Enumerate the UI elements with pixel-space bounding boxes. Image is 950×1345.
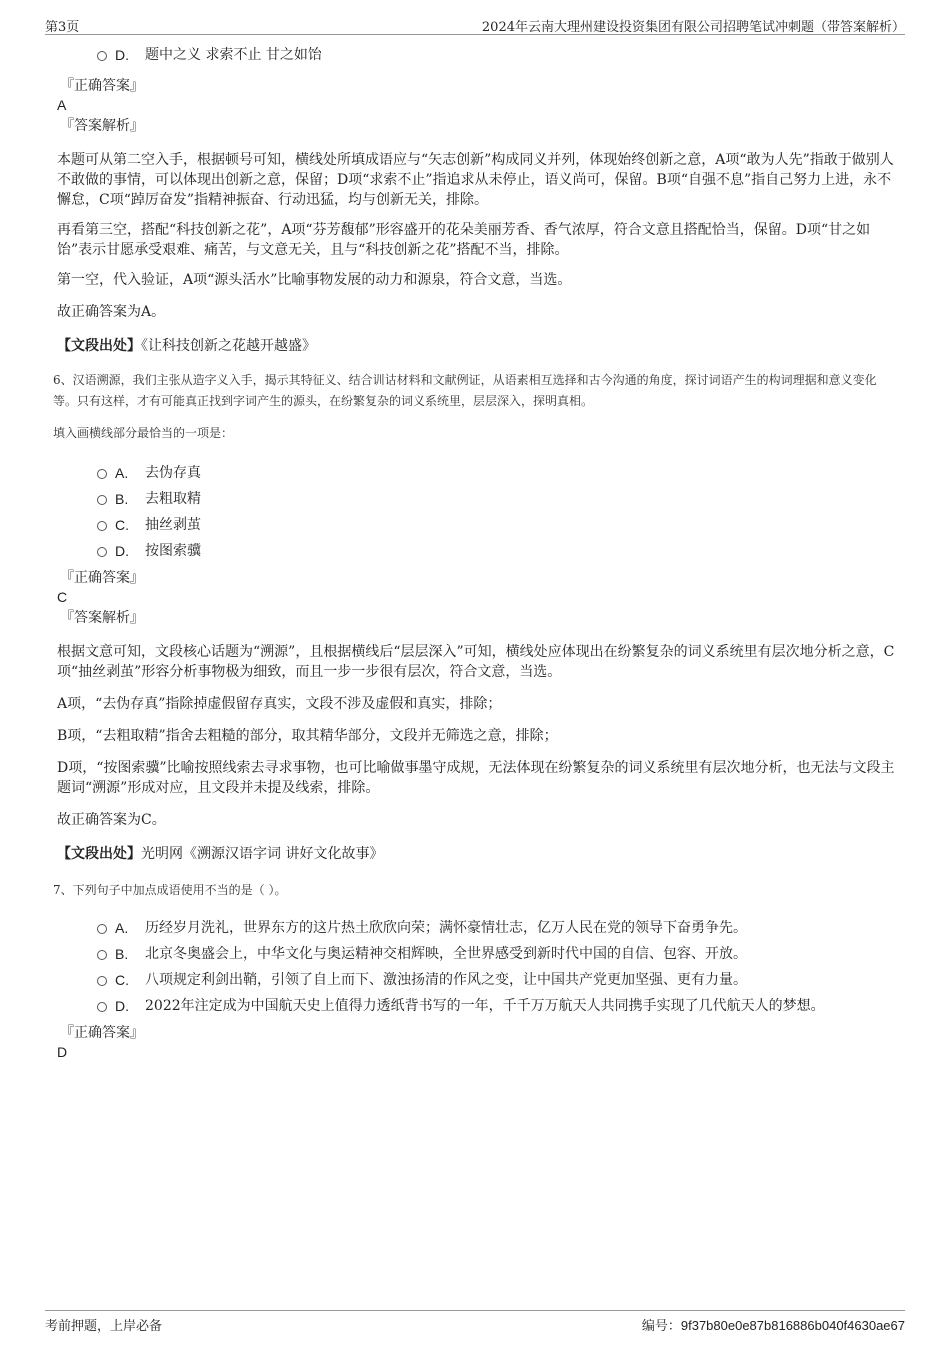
option-text: 历经岁月洗礼，世界东方的这片热土欣欣向荣；满怀豪情壮志，亿万人民在党的领导下奋勇争先。: [145, 920, 747, 936]
question-6-stem: 6、汉语溯源，我们主张从造字义入手，揭示其特征义、结合训诂材料和文献例证，从语素相互选择和古今沟通的角度，探讨词语产生的构词理据和意义变化等。只有这样，才有可能真正找到字词产生的源头，在纷繁复杂的词义系统里，层层深入，探明真相。: [53, 373, 877, 408]
answer-label: 『正确答案』: [60, 1025, 144, 1041]
footer-slogan: 考前押题，上岸必备: [45, 1319, 163, 1334]
option-text: 去伪存真: [145, 465, 201, 481]
radio-icon[interactable]: [97, 1002, 107, 1012]
analysis-paragraph: 再看第三空，搭配“科技创新之花”，A项“芬芳馥郁”形容盛开的花朵美丽芳香、香气浓厚，符合文意且搭配恰当，保留。D项“甘之如饴”表示甘愿承受艰难、痛苦，与文意无关，且与“科技创新之花”搭配不当，排除。: [57, 222, 871, 258]
answer-label: 『正确答案』: [60, 570, 144, 586]
option-letter: D.: [115, 543, 129, 559]
analysis-label: 『答案解析』: [60, 610, 144, 626]
option-text: 2022年注定成为中国航天史上值得力透纸背书写的一年，千千万万航天人共同携手实现了几代航天人的梦想。: [145, 998, 825, 1014]
option-text: 题中之义 求索不止 甘之如饴: [145, 47, 322, 63]
source-text: 《让科技创新之花越开越盛》: [141, 338, 316, 354]
q7-option-d[interactable]: [57, 993, 897, 1019]
radio-icon[interactable]: [97, 976, 107, 986]
option-letter: D.: [115, 998, 129, 1014]
option-text: 去粗取精: [145, 491, 201, 507]
q7-options: [57, 915, 897, 1019]
page-footer: [45, 1310, 905, 1333]
answer-label: 『正确答案』: [60, 78, 144, 94]
source-label: 【文段出处】: [57, 338, 141, 354]
source-line: [57, 844, 897, 864]
code-label: 编号：: [641, 1318, 681, 1333]
page-content: [53, 40, 897, 1061]
radio-icon[interactable]: [97, 495, 107, 505]
q6-options: [57, 460, 897, 564]
q5-option-d[interactable]: [57, 42, 897, 68]
option-text: 抽丝剥茧: [145, 517, 201, 533]
radio-icon[interactable]: [97, 547, 107, 557]
code-value: 9f37b80e0e87b816886b040f4630ae67: [680, 1318, 905, 1333]
q6-option-a[interactable]: [57, 460, 897, 486]
option-letter: B.: [115, 946, 129, 962]
analysis-paragraph: D项，“按图索骥”比喻按照线索去寻求事物，也可比喻做事墨守成规，无法体现在纷繁复杂的词义系统里有层次地分析，也无法与文段主题词“溯源”形成对应，且文段并未提及线索，排除。: [57, 760, 895, 796]
answer-value: C: [57, 589, 68, 605]
source-line: [57, 336, 897, 356]
radio-icon[interactable]: [97, 469, 107, 479]
source-label: 【文段出处】: [57, 846, 141, 862]
radio-icon[interactable]: [97, 924, 107, 934]
analysis-paragraph: A项，“去伪存真”指除掉虚假留存真实，文段不涉及虚假和真实，排除；: [57, 696, 502, 712]
analysis-paragraph: 故正确答案为C。: [57, 812, 166, 828]
page-number: 第3页: [45, 20, 80, 35]
radio-icon[interactable]: [97, 51, 107, 61]
analysis-paragraph: B项，“去粗取精”指舍去粗糙的部分，取其精华部分，文段并无筛选之意，排除；: [57, 728, 558, 744]
analysis-paragraph: 本题可从第二空入手，根据顿号可知，横线处所填成语应与“矢志创新”构成同义并列，体现始终创新之意，A项“敢为人先”指敢于做别人不敢做的事情，可以体现出创新之意，保留；D项“求索不止”指追求从未停止，语义尚可，保留。B项“自强不息”指自己努力上进，永不懈怠，C项“踔厉奋发”指精神振奋、行动迅猛，均与创新无关，排除。: [57, 152, 894, 208]
analysis-label: 『答案解析』: [60, 118, 144, 134]
option-letter: C.: [115, 972, 129, 988]
question-7-stem: 7、下列句子中加点成语使用不当的是（ ）。: [53, 883, 287, 897]
question-6-instruction: 填入画横线部分最恰当的一项是：: [53, 426, 234, 440]
q6-option-d[interactable]: [57, 538, 897, 564]
analysis-paragraph: 第一空，代入验证，A项“源头活水”比喻事物发展的动力和源泉，符合文意，当选。: [57, 272, 572, 288]
q7-option-a[interactable]: [57, 915, 897, 941]
q6-option-b[interactable]: [57, 486, 897, 512]
option-letter: A.: [115, 465, 129, 481]
radio-icon[interactable]: [97, 950, 107, 960]
document-title: 2024年云南大理州建设投资集团有限公司招聘笔试冲刺题（带答案解析）: [481, 20, 905, 35]
document-code: [642, 1315, 905, 1334]
radio-icon[interactable]: [97, 521, 107, 531]
option-letter: C.: [115, 517, 129, 533]
option-letter: B.: [115, 491, 129, 507]
answer-value: A: [57, 97, 67, 113]
analysis-paragraph: 根据文意可知，文段核心话题为“溯源”，且根据横线后“层层深入”可知，横线处应体现出在纷繁复杂的词义系统里有层次地分析之意，C项“抽丝剥茧”形容分析事物极为细致，而且一步一步很有层次，符合文意，当选。: [57, 644, 895, 680]
q6-option-c[interactable]: [57, 512, 897, 538]
option-letter: A.: [115, 920, 129, 936]
option-text: 按图索骥: [145, 543, 201, 559]
answer-value: D: [57, 1044, 68, 1060]
option-text: 北京冬奥盛会上，中华文化与奥运精神交相辉映，全世界感受到新时代中国的自信、包容、开放。: [145, 946, 747, 962]
q7-option-c[interactable]: [57, 967, 897, 993]
source-text: 光明网《溯源汉语字词 讲好文化故事》: [141, 846, 384, 862]
page-header: [45, 14, 905, 35]
option-text: 八项规定利剑出鞘，引领了自上而下、激浊扬清的作风之变，让中国共产党更加坚强、更有力量。: [145, 972, 747, 988]
analysis-paragraph: 故正确答案为A。: [57, 304, 166, 320]
q7-option-b[interactable]: [57, 941, 897, 967]
option-letter: D.: [115, 47, 129, 63]
